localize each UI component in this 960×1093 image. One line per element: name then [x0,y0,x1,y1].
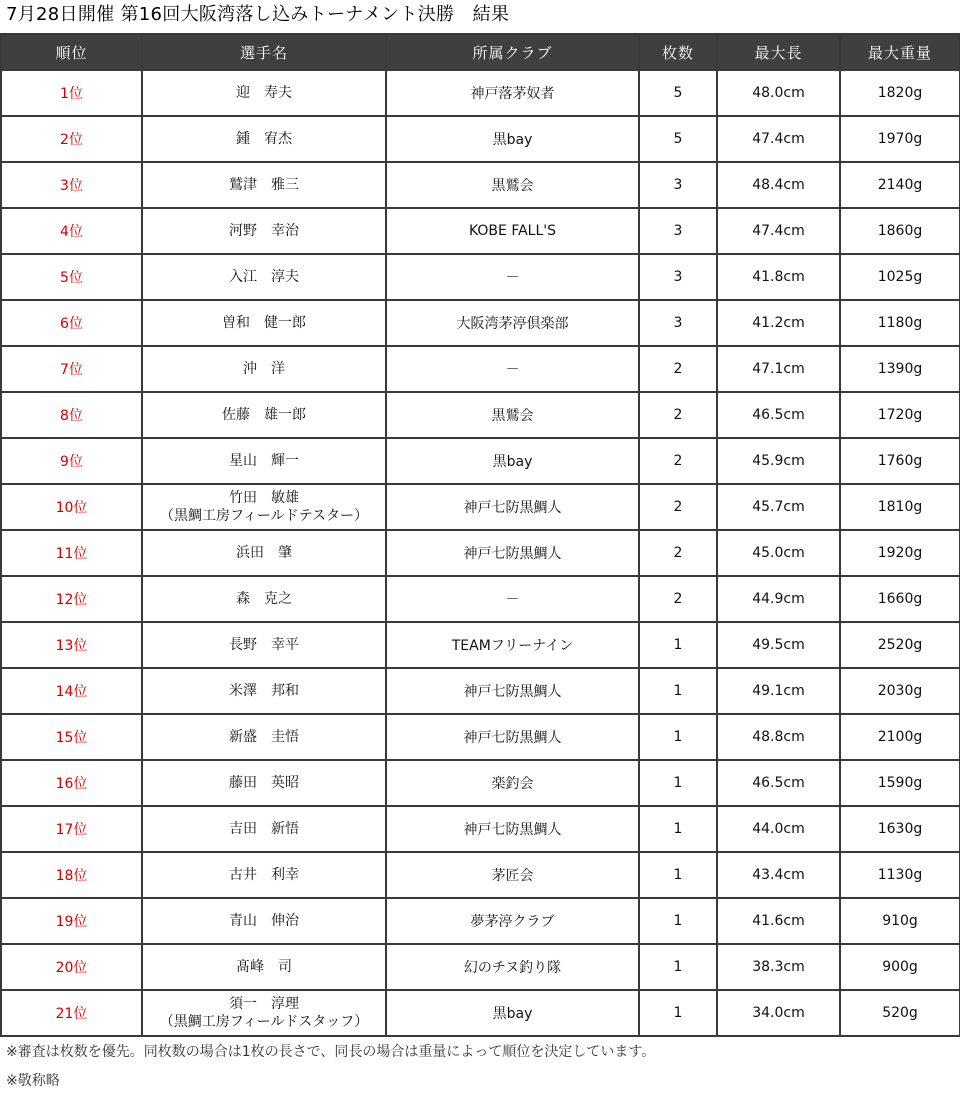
club-cell: 神戸七防黒鯛人 [387,715,640,761]
rank-cell: 8位 [2,393,143,439]
club-cell: 神戸七防黒鯛人 [387,531,640,577]
club-cell: － [387,347,640,393]
weight-cell: 1630g [841,807,960,853]
count-cell: 5 [640,117,718,163]
weight-cell: 1810g [841,485,960,531]
rank-cell: 14位 [2,669,143,715]
club-cell: 黒鷲会 [387,393,640,439]
length-cell: 45.9cm [718,439,841,485]
name-cell [143,117,387,163]
name-cell [143,669,387,715]
table-row [2,117,960,163]
player-name: 米澤 邦和 [229,683,299,699]
name-cell [143,209,387,255]
rank-cell: 19位 [2,899,143,945]
name-cell [143,163,387,209]
count-cell: 1 [640,623,718,669]
rank-cell: 4位 [2,209,143,255]
weight-cell: 1130g [841,853,960,899]
rank-cell: 5位 [2,255,143,301]
count-cell: 2 [640,347,718,393]
weight-cell: 1025g [841,255,960,301]
player-name: 長野 幸平 [229,637,299,653]
table-row [2,393,960,439]
count-cell: 1 [640,669,718,715]
weight-cell: 2140g [841,163,960,209]
player-name: 星山 輝一 [229,453,299,469]
length-cell: 44.9cm [718,577,841,623]
rank-cell: 12位 [2,577,143,623]
table-row [2,209,960,255]
name-cell [143,439,387,485]
name-cell [143,991,387,1037]
rank-cell: 13位 [2,623,143,669]
length-cell: 45.7cm [718,485,841,531]
count-cell: 1 [640,715,718,761]
player-name: 沖 洋 [243,361,285,377]
club-cell: TEAMフリーナイン [387,623,640,669]
table-row [2,347,960,393]
name-cell [143,577,387,623]
name-cell [143,393,387,439]
rank-cell: 18位 [2,853,143,899]
table-row [2,485,960,531]
honorific-note: ※敬称略 [6,1073,60,1089]
header-rank: 順位 [2,35,143,71]
weight-cell: 1720g [841,393,960,439]
length-cell: 47.1cm [718,347,841,393]
rank-cell: 9位 [2,439,143,485]
rank-cell: 3位 [2,163,143,209]
weight-cell: 1860g [841,209,960,255]
name-cell [143,347,387,393]
length-cell: 41.2cm [718,301,841,347]
results-table [0,33,960,1037]
table-row [2,669,960,715]
rank-cell: 1位 [2,71,143,117]
length-cell: 46.5cm [718,761,841,807]
name-cell [143,853,387,899]
name-cell [143,485,387,531]
player-name: 佐藤 雄一郎 [222,407,306,423]
weight-cell: 520g [841,991,960,1037]
count-cell: 1 [640,761,718,807]
name-cell [143,761,387,807]
weight-cell: 1820g [841,71,960,117]
count-cell: 3 [640,163,718,209]
rank-cell: 15位 [2,715,143,761]
name-cell [143,531,387,577]
count-cell: 2 [640,485,718,531]
page-title: 7月28日開催 第16回大阪湾落し込みトーナメント決勝 結果 [6,4,510,25]
rank-cell: 17位 [2,807,143,853]
table-row [2,577,960,623]
name-cell [143,945,387,991]
club-cell: 楽釣会 [387,761,640,807]
length-cell: 44.0cm [718,807,841,853]
length-cell: 47.4cm [718,117,841,163]
weight-cell: 1970g [841,117,960,163]
length-cell: 47.4cm [718,209,841,255]
weight-cell: 2030g [841,669,960,715]
rank-cell: 10位 [2,485,143,531]
count-cell: 5 [640,71,718,117]
club-cell: 夢茅渟クラブ [387,899,640,945]
player-name: 森 克之 [236,591,292,607]
club-cell: 神戸落茅奴者 [387,71,640,117]
club-cell: 神戸七防黒鯛人 [387,669,640,715]
club-cell: 神戸七防黒鯛人 [387,807,640,853]
count-cell: 3 [640,255,718,301]
table-row [2,623,960,669]
count-cell: 2 [640,393,718,439]
weight-cell: 1390g [841,347,960,393]
length-cell: 34.0cm [718,991,841,1037]
weight-cell: 1660g [841,577,960,623]
rank-cell: 2位 [2,117,143,163]
weight-cell: 2520g [841,623,960,669]
name-cell [143,255,387,301]
count-cell: 1 [640,807,718,853]
rank-cell: 20位 [2,945,143,991]
rank-cell: 11位 [2,531,143,577]
count-cell: 1 [640,991,718,1037]
count-cell: 2 [640,439,718,485]
club-cell: 神戸七防黒鯛人 [387,485,640,531]
table-row [2,255,960,301]
club-cell: 大阪湾茅渟倶楽部 [387,301,640,347]
player-name: 入江 淳夫 [229,269,299,285]
weight-cell: 910g [841,899,960,945]
table-row [2,899,960,945]
name-cell [143,71,387,117]
table-row [2,531,960,577]
table-row [2,991,960,1037]
player-name: 青山 伸治 [229,913,299,929]
header-row [2,35,960,71]
header-club: 所属クラブ [387,35,640,71]
count-cell: 1 [640,899,718,945]
count-cell: 3 [640,301,718,347]
table-row [2,761,960,807]
player-name: 新盛 圭悟 [229,729,299,745]
length-cell: 41.6cm [718,899,841,945]
table-row [2,163,960,209]
player-name: 曽和 健一郎 [222,315,306,331]
length-cell: 48.4cm [718,163,841,209]
count-cell: 1 [640,945,718,991]
table-row [2,853,960,899]
name-cell [143,899,387,945]
length-cell: 49.5cm [718,623,841,669]
name-cell [143,807,387,853]
club-cell: － [387,255,640,301]
count-cell: 1 [640,853,718,899]
player-name: 竹田 敏雄 [229,490,299,506]
weight-cell: 1920g [841,531,960,577]
table-row [2,807,960,853]
length-cell: 46.5cm [718,393,841,439]
club-cell: 黒bay [387,991,640,1037]
club-cell: 幻のチヌ釣り隊 [387,945,640,991]
length-cell: 48.0cm [718,71,841,117]
player-name: 河野 幸治 [229,223,299,239]
weight-cell: 1180g [841,301,960,347]
player-name: 浜田 肇 [236,545,292,561]
player-name: 鍾 宥杰 [236,131,292,147]
weight-cell: 1590g [841,761,960,807]
header-length: 最大長 [718,35,841,71]
rank-cell: 21位 [2,991,143,1037]
weight-cell: 1760g [841,439,960,485]
length-cell: 38.3cm [718,945,841,991]
club-cell: 黒bay [387,439,640,485]
player-name: 迎 寿夫 [236,85,292,101]
count-cell: 2 [640,531,718,577]
length-cell: 41.8cm [718,255,841,301]
header-name: 選手名 [143,35,387,71]
header-count: 枚数 [640,35,718,71]
weight-cell: 900g [841,945,960,991]
club-cell: 茅匠会 [387,853,640,899]
club-cell: － [387,577,640,623]
club-cell: 黒bay [387,117,640,163]
table-row [2,71,960,117]
club-cell: KOBE FALL'S [387,209,640,255]
player-name: 藤田 英昭 [229,775,299,791]
length-cell: 43.4cm [718,853,841,899]
player-name: 吉田 新悟 [229,821,299,837]
name-cell [143,301,387,347]
header-weight: 最大重量 [841,35,960,71]
length-cell: 49.1cm [718,669,841,715]
player-name: 鷲津 雅三 [229,177,299,193]
ranking-note: ※審査は枚数を優先。同枚数の場合は1枚の長さで、同長の場合は重量によって順位を決定しています。 [6,1044,656,1060]
player-name: 髙峰 司 [236,959,292,975]
length-cell: 48.8cm [718,715,841,761]
rank-cell: 7位 [2,347,143,393]
weight-cell: 2100g [841,715,960,761]
length-cell: 45.0cm [718,531,841,577]
player-affiliation: （黒鯛工房フィールドテスター） [159,508,369,524]
table-row [2,945,960,991]
name-cell [143,715,387,761]
club-cell: 黒鷲会 [387,163,640,209]
player-name: 古井 利幸 [229,867,299,883]
table-row [2,439,960,485]
table-row [2,715,960,761]
count-cell: 3 [640,209,718,255]
table-row [2,301,960,347]
rank-cell: 6位 [2,301,143,347]
player-affiliation: （黒鯛工房フィールドスタッフ） [159,1014,369,1030]
player-name: 須一 淳理 [229,996,299,1012]
count-cell: 2 [640,577,718,623]
rank-cell: 16位 [2,761,143,807]
name-cell [143,623,387,669]
